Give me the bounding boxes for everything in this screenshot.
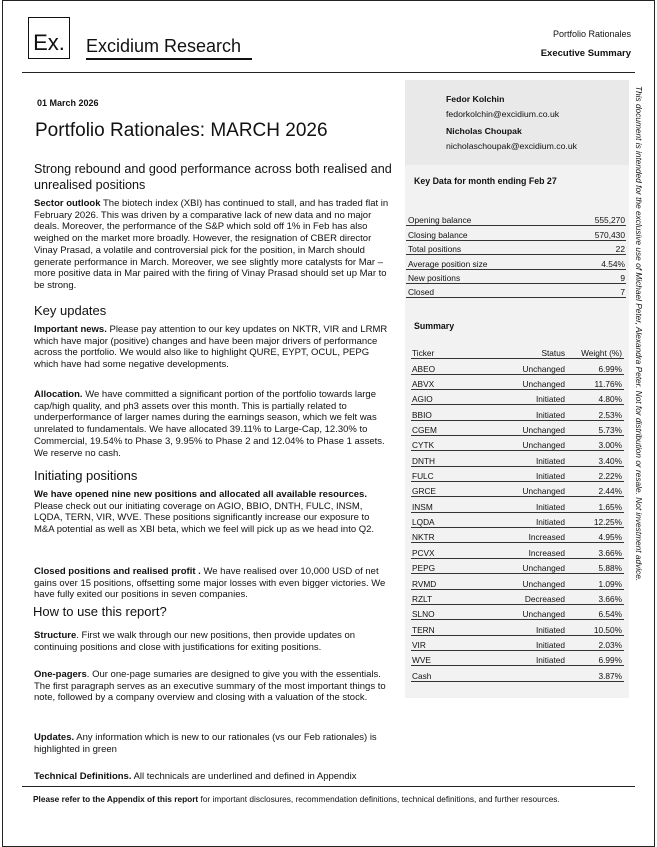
table-row — [411, 604, 624, 619]
contact-name: Nicholas Choupak — [446, 126, 522, 136]
key-data-value: 555,270 — [562, 212, 626, 226]
status-cell: Unchanged — [490, 420, 565, 435]
ticker-cell: LQDA — [411, 512, 490, 527]
ticker-cell: ABVX — [411, 374, 490, 389]
status-cell: Initiated — [490, 650, 565, 665]
sector-outlook-label: Sector outlook — [34, 198, 101, 209]
status-cell: Decreased — [490, 589, 565, 604]
ticker-cell: BBIO — [411, 405, 490, 420]
weight-cell: 4.80% — [565, 390, 624, 405]
ticker-cell: TERN — [411, 620, 490, 635]
tech-definitions-text: All technicals are underlined and defined in Appendix — [131, 771, 357, 782]
ticker-cell: GRCE — [411, 482, 490, 497]
status-cell: Initiated — [490, 451, 565, 466]
table-row — [411, 390, 624, 405]
initiating-positions — [34, 489, 392, 536]
ticker-cell: PEPG — [411, 558, 490, 573]
logo-mark: Ex. — [28, 17, 70, 59]
status-cell: Unchanged — [490, 374, 565, 389]
one-pagers-text: . Our one-page sumaries are designed to give you with the essentials. The first paragraph serves as an executive summary of the most important things to note, followed by a company overview and closing with a valuation of the stock. — [34, 669, 386, 704]
weight-cell: 6.99% — [565, 359, 624, 374]
ticker-cell: CGEM — [411, 420, 490, 435]
table-row — [411, 482, 624, 497]
ticker-cell: ABEO — [411, 359, 490, 374]
key-data-value: 9 — [562, 269, 626, 283]
table-row — [411, 466, 624, 481]
ticker-cell: SLNO — [411, 604, 490, 619]
key-data-label: Opening balance — [406, 212, 562, 226]
how-to-heading: How to use this report? — [33, 604, 167, 619]
weight-cell: 3.40% — [565, 451, 624, 466]
sector-outlook-text: The biotech index (XBI) has continued to stall, and has traded flat in February 2026. This was driven by a comparative lack of new data and no major deals. Moreover, the performance of the S&P which sold off 1% in Feb has also weighed on the market more broadly. However, the resignation of CBER director Vinay Prasad, a volatile and controversial pick for the position, in March should generate performance in March. Moreover, we see slightly more catalysts for Mar – more positive data in Mar paired with the firing of Vinay Prasad should set up Mar to be strong. — [34, 198, 389, 291]
ticker-column-header: Ticker — [411, 344, 490, 359]
status-cell: Unchanged — [490, 558, 565, 573]
status-cell: Initiated — [490, 635, 565, 650]
tech-definitions-label: Technical Definitions. — [34, 771, 132, 782]
page-border-right — [654, 0, 655, 846]
structure-text: . First we walk through our new positions, then provide updates on continuing positions and close with justifications for exiting positions. — [34, 630, 356, 653]
table-row — [411, 528, 624, 543]
weight-cell: 5.73% — [565, 420, 624, 435]
header-divider — [22, 72, 635, 73]
contact-email[interactable]: fedorkolchin@excidium.co.uk — [446, 109, 560, 119]
weight-cell: 2.44% — [565, 482, 624, 497]
status-cell: Initiated — [490, 620, 565, 635]
key-data-table — [406, 212, 626, 298]
summary-table — [411, 344, 624, 682]
footer-divider — [22, 786, 635, 787]
ticker-cell: VIR — [411, 635, 490, 650]
table-row — [411, 543, 624, 558]
status-cell: Unchanged — [490, 482, 565, 497]
table-row — [411, 574, 624, 589]
weight-cell: 3.66% — [565, 589, 624, 604]
initiating-heading: Initiating positions — [34, 468, 138, 483]
key-data-row — [406, 212, 626, 226]
key-data-value: 22 — [562, 240, 626, 254]
tech-definitions-paragraph — [34, 771, 392, 783]
key-data-value: 570,430 — [562, 226, 626, 240]
status-cell: Increased — [490, 543, 565, 558]
ticker-cell: AGIO — [411, 390, 490, 405]
table-row — [411, 635, 624, 650]
status-cell: Initiated — [490, 466, 565, 481]
key-data-label: Closed — [406, 283, 562, 297]
weight-column-header: Weight (%) — [565, 344, 624, 359]
vertical-disclaimer: This document is intended for the exclusive use of Michael Peter, Alexandra Peter. Not for distribution or resale. Not investment advice. — [634, 86, 644, 582]
updates-paragraph — [34, 732, 392, 755]
important-news-label: Important news. — [34, 324, 107, 335]
contact-name: Fedor Kolchin — [446, 94, 505, 104]
weight-cell: 6.54% — [565, 604, 624, 619]
initiating-lead: We have opened nine new positions and allocated all available resources. — [34, 489, 367, 500]
status-cell: Unchanged — [490, 359, 565, 374]
logo-underline — [86, 58, 252, 60]
weight-cell: 11.76% — [565, 374, 624, 389]
status-column-header: Status — [490, 344, 565, 359]
weight-cell: 2.22% — [565, 466, 624, 481]
footer-bold: Please refer to the Appendix of this report — [33, 794, 199, 804]
status-cell: Increased — [490, 528, 565, 543]
ticker-cell: FULC — [411, 466, 490, 481]
key-data-label: Closing balance — [406, 226, 562, 240]
key-data-title: Key Data for month ending Feb 27 — [414, 176, 557, 186]
key-data-value: 7 — [562, 283, 626, 297]
page-title: Portfolio Rationales: MARCH 2026 — [35, 120, 328, 141]
important-news-text: Please pay attention to our key updates on NKTR, VIR and LRMR which have major (positive) changes and have been major drivers of performance across the portfolio. We would also like to highlight QURE, EYPT, OCUL, PEPG which have had some negative developments. — [34, 324, 388, 371]
table-row — [411, 497, 624, 512]
table-row — [411, 512, 624, 527]
key-data-label: New positions — [406, 269, 562, 283]
header-doc-name: Portfolio Rationales — [552, 29, 631, 39]
ticker-cell: INSM — [411, 497, 490, 512]
key-data-row — [406, 240, 626, 254]
header-section: Executive Summary — [540, 48, 631, 59]
weight-cell: 6.99% — [565, 650, 624, 665]
key-data-row — [406, 226, 626, 240]
initiating-text: Please check out our initiating coverage on AGIO, BBIO, DNTH, FULC, INSM, LQDA, TERN, VIR, WVE. These positions significantly increase our exposure to M&A potential as well as XBI beta, which we feel will pick up as we head into Q2. — [34, 500, 375, 536]
structure-paragraph — [34, 630, 392, 653]
weight-cell: 3.66% — [565, 543, 624, 558]
ticker-cell: Cash — [411, 666, 490, 681]
closed-positions — [34, 566, 392, 601]
ticker-cell: DNTH — [411, 451, 490, 466]
status-cell: Unchanged — [490, 436, 565, 451]
updates-text: Any information which is new to our rationales (vs our Feb rationales) is highlighted in green — [34, 732, 377, 755]
summary-header-row — [411, 344, 624, 359]
status-cell: Initiated — [490, 512, 565, 527]
footer-text: for important disclosures, recommendation definitions, technical definitions, and further resources. — [198, 794, 560, 804]
important-news — [34, 324, 392, 371]
page-border-left — [2, 0, 3, 846]
status-cell: Initiated — [490, 497, 565, 512]
contacts-panel — [405, 80, 629, 165]
key-data-label: Total positions — [406, 240, 562, 254]
weight-cell: 2.53% — [565, 405, 624, 420]
ticker-cell: CYTK — [411, 436, 490, 451]
status-cell: Unchanged — [490, 574, 565, 589]
ticker-cell: RVMD — [411, 574, 490, 589]
table-row — [411, 666, 624, 681]
weight-cell: 12.25% — [565, 512, 624, 527]
report-date: 01 March 2026 — [37, 98, 99, 108]
key-data-value: 4.54% — [562, 255, 626, 269]
company-name: Excidium Research — [86, 36, 242, 56]
ticker-cell: RZLT — [411, 589, 490, 604]
summary-title: Summary — [414, 321, 455, 331]
status-cell: Unchanged — [490, 604, 565, 619]
weight-cell: 1.09% — [565, 574, 624, 589]
contact-email[interactable]: nicholaschoupak@excidium.co.uk — [446, 141, 577, 151]
updates-label: Updates. — [34, 732, 75, 743]
table-row — [411, 620, 624, 635]
allocation-label: Allocation. — [34, 389, 83, 400]
weight-cell: 5.88% — [565, 558, 624, 573]
weight-cell: 3.87% — [565, 666, 624, 681]
allocation-text: We have committed a significant portion of the portfolio towards large cap/high quality, and ph3 assets over this month. This is partially related to underperformance of larger names during the earnings season, which we felt was unrelated to fundamentals. We have allocated 39.11% to Large-Cap, 12.30% to Commercial, 19.54% to Phase 3, 9.95% to Phase 2 and 12.04% to Phase 1 assets. We reserve no cash. — [34, 389, 385, 459]
ticker-cell: PCVX — [411, 543, 490, 558]
weight-cell: 3.00% — [565, 436, 624, 451]
closed-positions-text: We have realised over 10,000 USD of net gains over 15 positions, offsetting some major losses with even bigger victories. We have fully exited our positions in seven companies. — [34, 566, 386, 601]
one-pagers-paragraph — [34, 669, 392, 704]
table-row — [411, 558, 624, 573]
headline: Strong rebound and good performance across both realised and unrealised positions — [34, 162, 392, 192]
weight-cell: 4.95% — [565, 528, 624, 543]
key-data-label: Average position size — [406, 255, 562, 269]
closed-positions-label: Closed positions and realised profit . — [34, 566, 201, 577]
key-data-row — [406, 283, 626, 297]
table-row — [411, 650, 624, 665]
table-row — [411, 374, 624, 389]
weight-cell: 1.65% — [565, 497, 624, 512]
key-updates-heading: Key updates — [34, 303, 107, 318]
status-cell — [490, 666, 565, 681]
status-cell: Initiated — [490, 405, 565, 420]
table-row — [411, 420, 624, 435]
weight-cell: 2.03% — [565, 635, 624, 650]
table-row — [411, 589, 624, 604]
sector-outlook — [34, 198, 392, 292]
ticker-cell: NKTR — [411, 528, 490, 543]
table-row — [411, 359, 624, 374]
table-row — [411, 436, 624, 451]
status-cell: Initiated — [490, 390, 565, 405]
table-row — [411, 405, 624, 420]
key-data-row — [406, 255, 626, 269]
one-pagers-label: One-pagers — [34, 669, 87, 680]
ticker-cell: WVE — [411, 650, 490, 665]
footer-note — [33, 794, 613, 805]
key-data-row — [406, 269, 626, 283]
allocation — [34, 389, 392, 459]
page-border-top — [2, 0, 655, 1]
structure-label: Structure — [34, 630, 77, 641]
weight-cell: 10.50% — [565, 620, 624, 635]
table-row — [411, 451, 624, 466]
